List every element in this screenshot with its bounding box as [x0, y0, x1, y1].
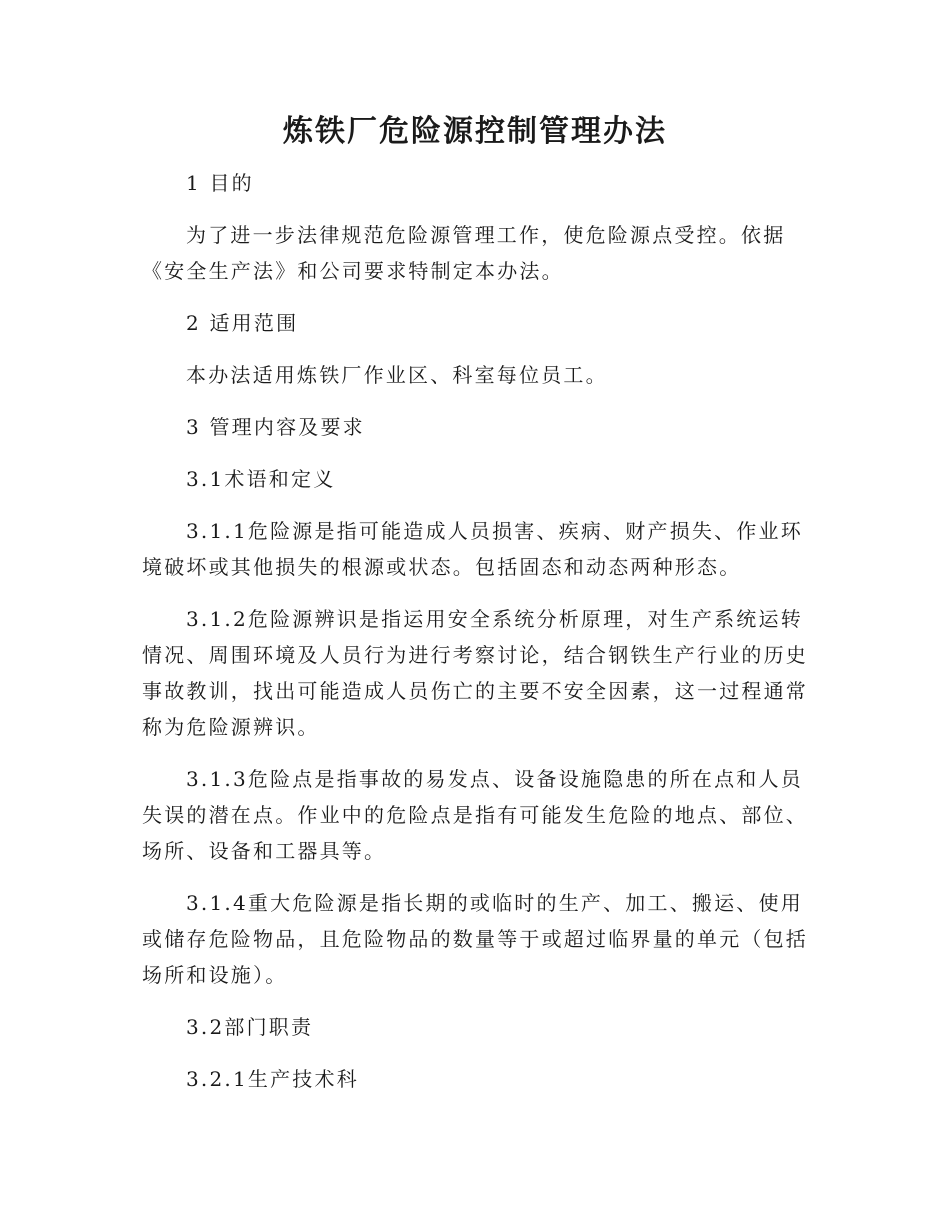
paragraph-hazard-source: 3.1.1危险源是指可能造成人员损害、疾病、财产损失、作业环境破坏或其他损失的根源或状态。包括固态和动态两种形态。	[142, 519, 803, 579]
paragraph-scope: 本办法适用炼铁厂作业区、科室每位员工。	[186, 363, 608, 387]
paragraph-purpose: 为了进一步法律规范危险源管理工作，使危险源点受控。依据《安全生产法》和公司要求特制定本办法。	[142, 223, 786, 283]
section-heading-scope: 2 适用范围	[186, 311, 299, 335]
section-heading-production-tech: 3.2.1生产技术科	[186, 1067, 359, 1091]
section-heading-responsibilities: 3.2部门职责	[186, 1015, 314, 1039]
section-heading-terms: 3.1术语和定义	[186, 467, 336, 491]
paragraph-danger-point: 3.1.3危险点是指事故的易发点、设备设施隐患的所在点和人员失误的潜在点。作业中的危险点是指有可能发生危险的地点、部位、场所、设备和工器具等。	[142, 767, 808, 863]
document-title: 炼铁厂危险源控制管理办法	[283, 114, 667, 149]
paragraph-major-hazard: 3.1.4重大危险源是指长期的或临时的生产、加工、搬运、使用或储存危险物品，且危险物品的数量等于或超过临界量的单元（包括场所和设施）。	[142, 891, 808, 987]
paragraph-hazard-identification: 3.1.2危险源辨识是指运用安全系统分析原理，对生产系统运转情况、周围环境及人员行为进行考察讨论，结合钢铁生产行业的历史事故教训，找出可能造成人员伤亡的主要不安全因素，这一过程通常称为危险源辨识。	[142, 607, 808, 739]
section-heading-management: 3 管理内容及要求	[186, 415, 365, 439]
section-heading-purpose: 1 目的	[186, 171, 254, 195]
document-body	[142, 165, 812, 1113]
